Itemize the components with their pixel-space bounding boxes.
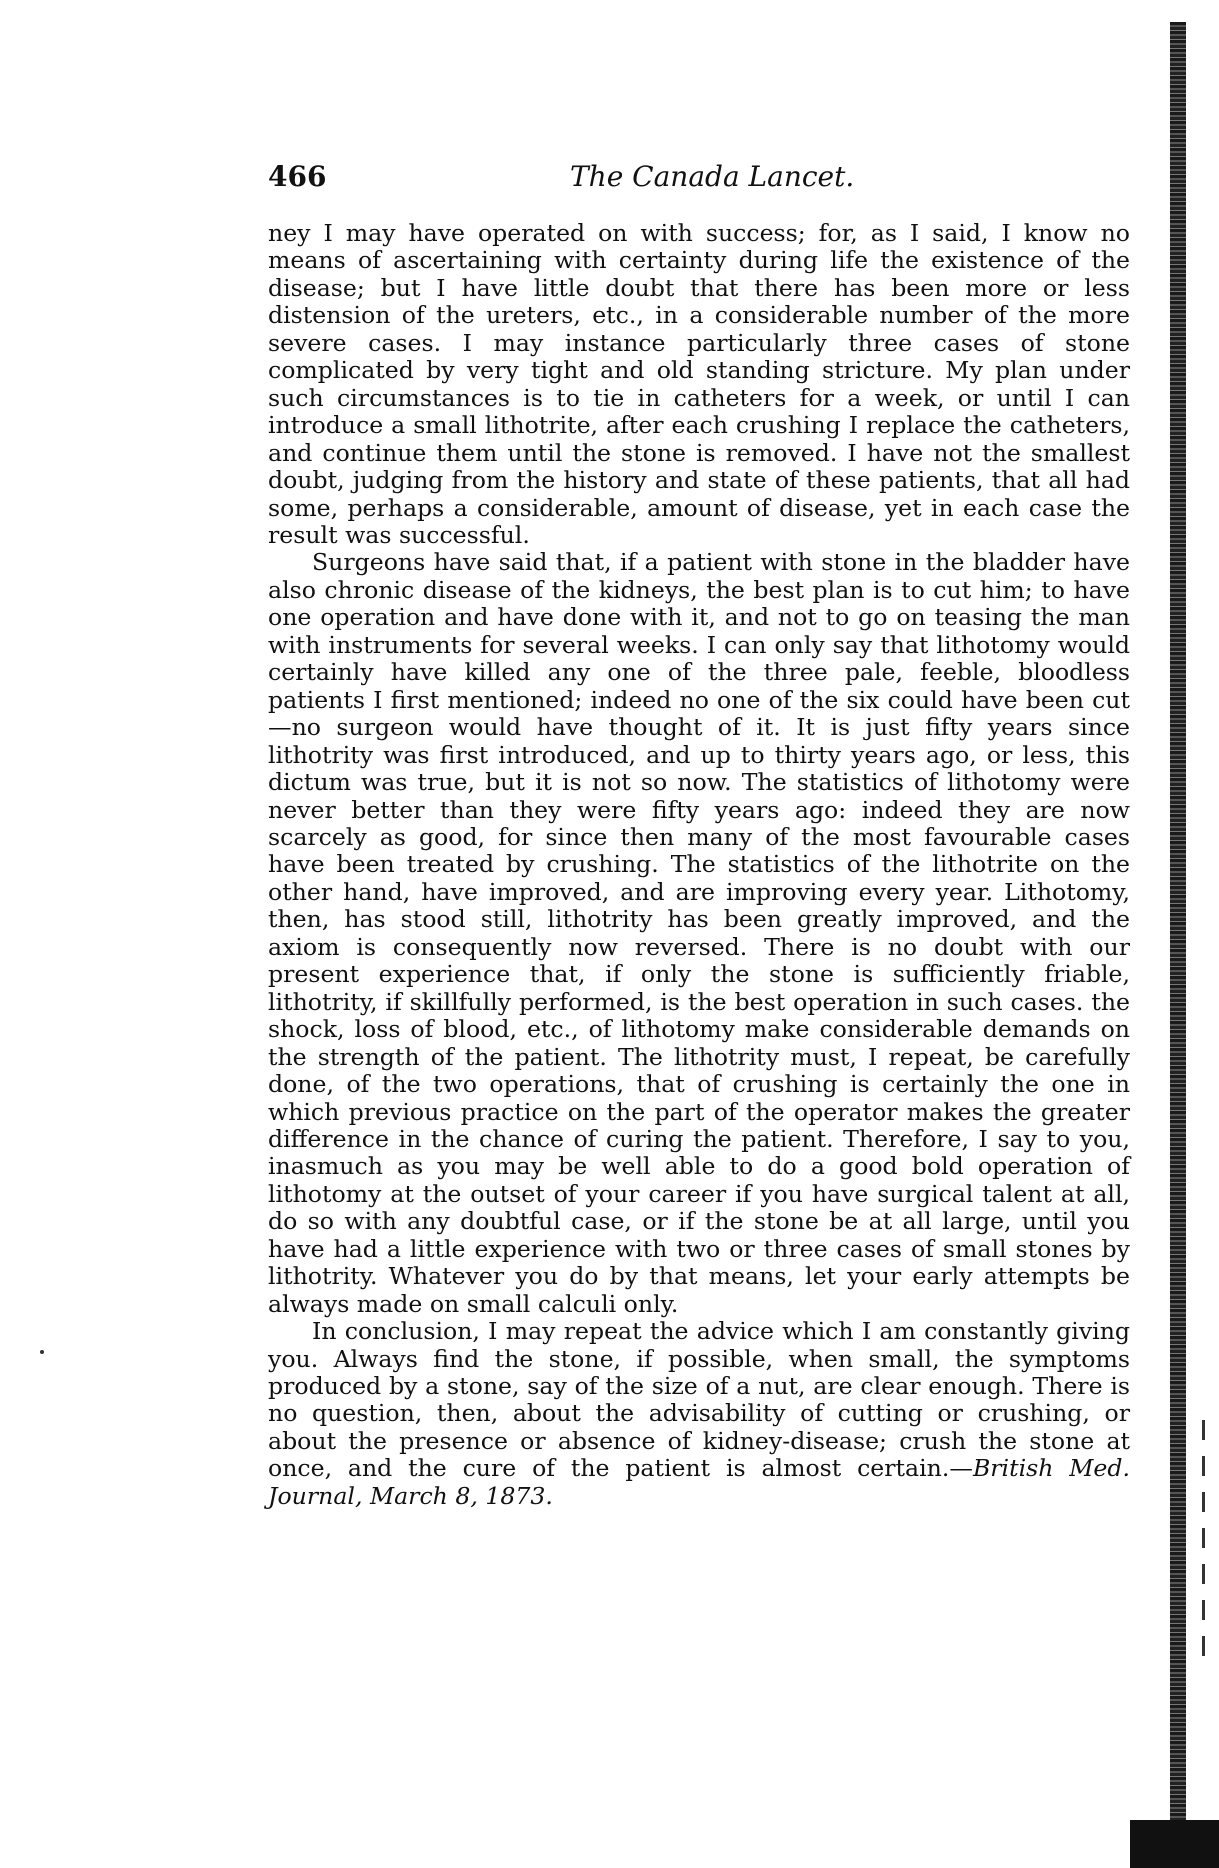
source-citation: British Med. Journal, March 8, 1873. xyxy=(268,1454,1130,1510)
bleed-through-marks xyxy=(1196,1420,1210,1720)
paragraph-3-text: In conclusion, I may repeat the advice which I am constantly giving you. Always find the stone, if possible, when small, the symptoms produced by a stone, say of the size of a nut, are clear enough. There is no question, then, about the advisability of cutting or crushing, or about the presence or absence of kidney-disease; crush the stone at once, and the cure of the patient is almost certain.— xyxy=(268,1317,1130,1483)
paragraph-2-text: Surgeons have said that, if a patient with stone in the bladder have also chronic disease of the kidneys, the best plan is to cut him; to have one operation and have done with it, and not to go on teasing the man with instruments for several weeks. I can only say that lithotomy would certainly have killed any one of the three pale, feeble, bloodless patients I first mentioned; indeed no one of the six could have been cut—no surgeon would have thought of it. It is just fifty years since lithotrity was first introduced, and up to thirty years ago, or less, this dictum was true, but it is not so now. The statistics of lithotomy were never better than they were fifty years ago: indeed they are now scarcely as good, for since then many of the most favourable cases have been treated by crushing. The statistics of the lithotrite on the other hand, have improved, and are improving every year. Lithotomy, then, has stood still, lithotrity has been greatly improved, and the axiom is consequently now reversed. There is no doubt with our present experience that, if only the stone is sufficiently friable, lithotrity, if skillfully performed, is the best operation in such cases. the shock, loss of blood, etc., of lithotomy make considerable demands on the strength of the patient. The lithotrity must, I repeat, be carefully done, of the two operations, that of crushing is certainly the one in which previous practice on the part of the operator makes the greater difference in the chance of curing the patient. Therefore, I say to you, inasmuch as you may be well able to do a good bold operation of lithotomy at the outset of your career if you have surgical talent at all, do so with any doubtful case, or if the stone be at all large, until you have had a little experience with two or three cases of small stones by lithotrity. Whatever you do by that means, let your early attempts be always made on small calculi only. xyxy=(268,548,1130,1318)
article-body xyxy=(268,220,1130,1510)
stray-ink-dot xyxy=(40,1350,44,1354)
page-number: 466 xyxy=(268,160,327,193)
journal-title: The Canada Lancet. xyxy=(570,160,855,193)
paragraph-3 xyxy=(268,1318,1130,1510)
binding-shadow xyxy=(1130,1820,1219,1868)
paragraph-1-text: ney I may have operated on with success; for, as I said, I know no means of ascertaining with certainty during life the existence of the disease; but I have little doubt that there has been more or less distension of the ureters, etc., in a considerable number of the more severe cases. I may instance particularly three cases of stone complicated by very tight and old standing stricture. My plan under such circumstances is to tie in catheters for a week, or until I can introduce a small lithotrite, after each crushing I replace the catheters, and continue them until the stone is removed. I have not the smallest doubt, judging from the history and state of these patients, that all had some, perhaps a considerable, amount of disease, yet in each case the result was successful. xyxy=(268,219,1130,549)
running-head xyxy=(268,160,1130,200)
paragraph-2 xyxy=(268,549,1130,1318)
paragraph-1 xyxy=(268,220,1130,549)
binding-edge xyxy=(1170,22,1186,1868)
